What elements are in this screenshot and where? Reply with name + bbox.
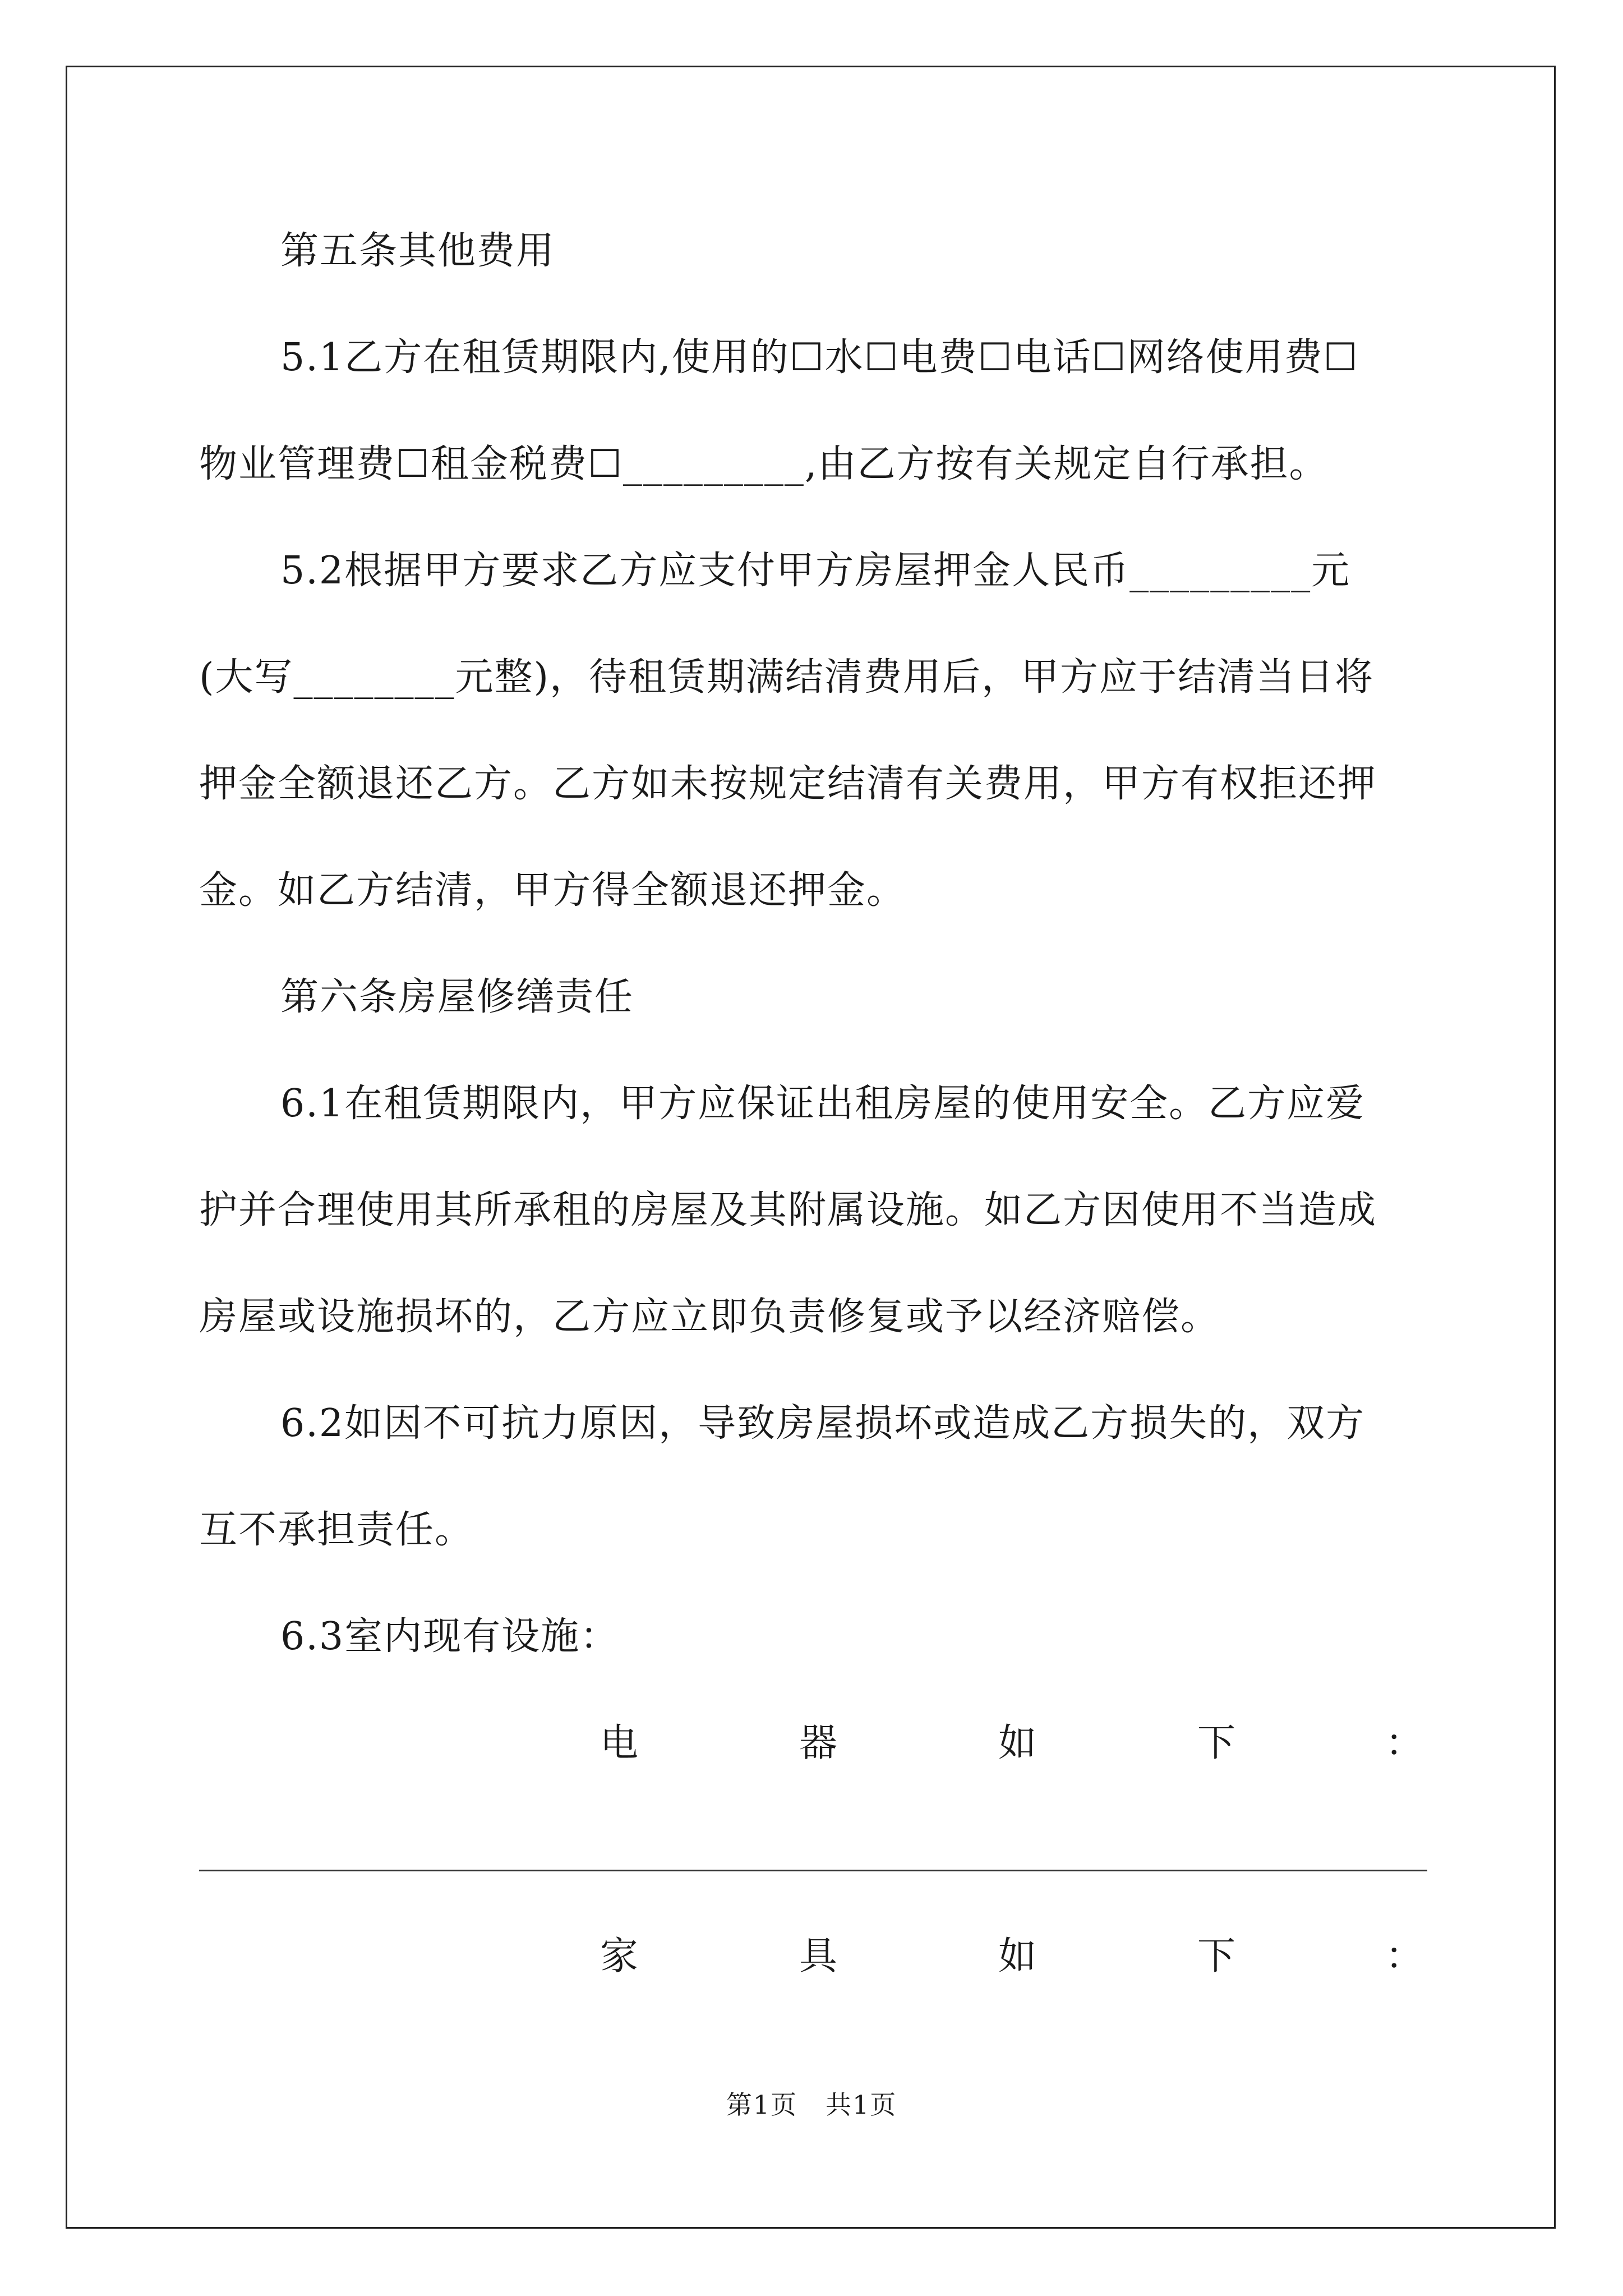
appliances-char-3: 如 xyxy=(998,1721,1037,1765)
paragraph-6-2-line-2: 互不承担责任。 xyxy=(199,1508,474,1552)
furniture-char-4: 下 xyxy=(1197,1934,1236,1978)
furniture-char-2: 具 xyxy=(799,1934,838,1978)
page-footer xyxy=(0,2088,1623,2122)
paragraph-5-2-line-4: 金。如乙方结清，甲方得全额退还押金。 xyxy=(199,868,906,913)
paragraph-5-2-line-1: 5.2根据甲方要求乙方应支付甲方房屋押金人民币_________元 xyxy=(280,549,1351,593)
page-number: 第1页 xyxy=(726,2090,797,2120)
appliances-char-4: 下 xyxy=(1197,1721,1236,1765)
appliances-char-1: 电 xyxy=(600,1721,639,1765)
appliances-char-5: ： xyxy=(1385,1721,1424,1765)
paragraph-5-2-line-3: 押金全额退还乙方。乙方如未按规定结清有关费用，甲方有权拒还押 xyxy=(199,762,1377,806)
paragraph-6-3: 6.3室内现有设施： xyxy=(280,1614,620,1659)
page-border xyxy=(66,66,1556,2229)
paragraph-6-2-line-1: 6.2如因不可抗力原因，导致房屋损坏或造成乙方损失的，双方 xyxy=(280,1401,1366,1446)
fill-in-line xyxy=(199,1870,1427,1871)
furniture-char-5: ： xyxy=(1385,1934,1424,1978)
appliances-char-2: 器 xyxy=(799,1721,838,1765)
paragraph-5-1-line-2: 物业管理费☐租金税费☐_________,由乙方按有关规定自行承担。 xyxy=(199,442,1329,486)
paragraph-5-2-line-2: (大写________元整)，待租赁期满结清费用后，甲方应于结清当日将 xyxy=(199,655,1375,700)
heading-article-5: 第五条其他费用 xyxy=(280,229,556,273)
furniture-char-1: 家 xyxy=(600,1934,639,1978)
heading-article-6: 第六条房屋修缮责任 xyxy=(280,975,634,1019)
paragraph-6-1-line-2: 护并合理使用其所承租的房屋及其附属设施。如乙方因使用不当造成 xyxy=(199,1188,1377,1232)
paragraph-5-1-line-1: 5.1乙方在租赁期限内,使用的☐水☐电费☐电话☐网络使用费☐ xyxy=(280,335,1359,380)
page-total: 共1页 xyxy=(826,2090,897,2120)
paragraph-6-1-line-1: 6.1在租赁期限内，甲方应保证出租房屋的使用安全。乙方应爱 xyxy=(280,1082,1366,1126)
paragraph-6-1-line-3: 房屋或设施损坏的，乙方应立即负责修复或予以经济赔偿。 xyxy=(199,1295,1220,1339)
furniture-char-3: 如 xyxy=(998,1934,1037,1978)
